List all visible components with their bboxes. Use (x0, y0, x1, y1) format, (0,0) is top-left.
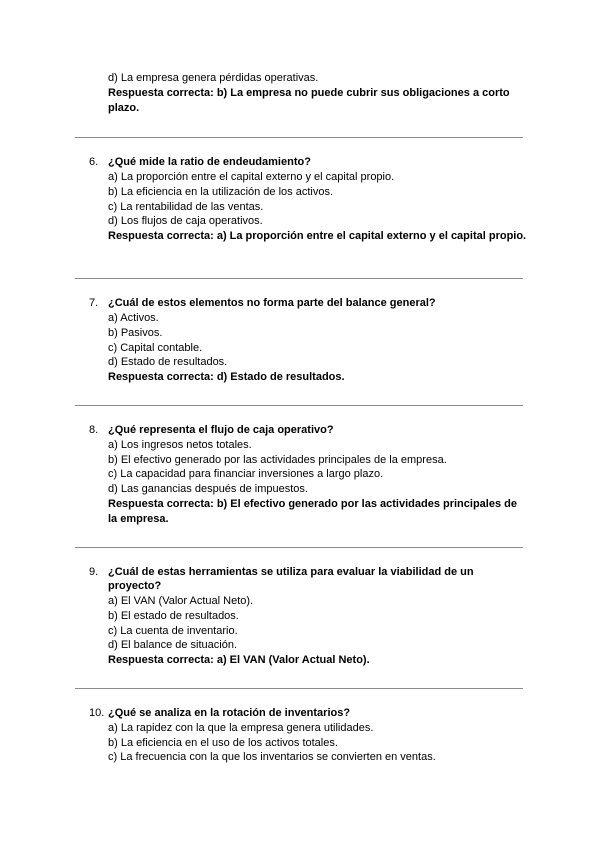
q6-option-a: a) La proporción entre el capital externo y el capital propio. (108, 171, 395, 183)
divider (75, 688, 523, 689)
q6-number: 6. (89, 156, 99, 168)
divider (75, 137, 523, 138)
q7-question: ¿Cuál de estos elementos no forma parte del balance general? (108, 297, 436, 309)
q7-option-c: c) Capital contable. (108, 342, 203, 354)
q6-question: ¿Qué mide la ratio de endeudamiento? (108, 156, 311, 168)
q8-answer: Respuesta correcta: b) El efectivo generado por las actividades principales de la empresa. (108, 498, 517, 525)
q8-number: 8. (89, 424, 99, 436)
q10-question: ¿Qué se analiza en la rotación de inventarios? (108, 707, 351, 719)
q10-option-b: b) La eficiencia en el uso de los activos totales. (108, 737, 338, 749)
q8-option-c: c) La capacidad para financiar inversiones a largo plazo. (108, 468, 384, 480)
q7-answer: Respuesta correcta: d) Estado de resultados. (108, 371, 345, 383)
q10-option-a: a) La rapidez con la que la empresa genera utilidades. (108, 722, 374, 734)
q6-answer: Respuesta correcta: a) La proporción entre el capital externo y el capital propio. (108, 230, 527, 242)
q5-answer: Respuesta correcta: b) La empresa no puede cubrir sus obligaciones a corto plazo. (108, 87, 510, 114)
q6-option-d: d) Los flujos de caja operativos. (108, 215, 263, 227)
q7-option-b: b) Pasivos. (108, 327, 163, 339)
q9-question-line2: proyecto? (108, 580, 162, 592)
q10-option-c: c) La frecuencia con la que los inventarios se convierten en ventas. (108, 751, 436, 763)
divider (75, 278, 523, 279)
q5-option-d: d) La empresa genera pérdidas operativas. (108, 72, 319, 84)
q8-option-b: b) El efectivo generado por las actividades principales de la empresa. (108, 454, 447, 466)
q8-question: ¿Qué representa el flujo de caja operativo? (108, 424, 334, 436)
q9-number: 9. (89, 566, 99, 578)
q10-number: 10. (89, 707, 105, 719)
divider (75, 405, 523, 406)
q6-option-b: b) La eficiencia en la utilización de los activos. (108, 186, 334, 198)
q7-option-a: a) Activos. (108, 312, 159, 324)
divider (75, 547, 523, 548)
q7-number: 7. (89, 297, 99, 309)
q9-answer: Respuesta correcta: a) El VAN (Valor Actual Neto). (108, 654, 370, 666)
q8-option-d: d) Las ganancias después de impuestos. (108, 483, 308, 495)
q9-option-b: b) El estado de resultados. (108, 610, 239, 622)
q9-option-c: c) La cuenta de inventario. (108, 625, 238, 637)
q9-option-d: d) El balance de situación. (108, 639, 238, 651)
q8-option-a: a) Los ingresos netos totales. (108, 439, 252, 451)
q9-question-line1: ¿Cuál de estas herramientas se utiliza para evaluar la viabilidad de un (108, 566, 474, 578)
q7-option-d: d) Estado de resultados. (108, 356, 228, 368)
q9-option-a: a) El VAN (Valor Actual Neto). (108, 595, 254, 607)
q6-option-c: c) La rentabilidad de las ventas. (108, 201, 264, 213)
